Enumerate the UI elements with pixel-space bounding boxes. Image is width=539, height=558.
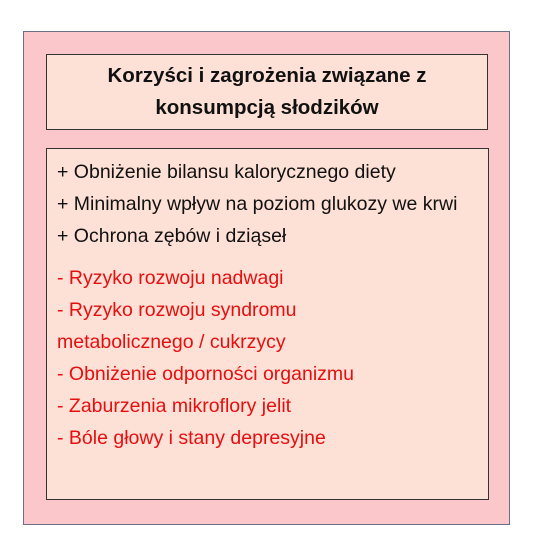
risk-item: - Ryzyko rozwoju nadwagi [57,267,284,289]
title-box [46,54,488,130]
benefit-item: + Minimalny wpływ na poziom glukozy we krwi [57,193,458,215]
risk-item: - Zaburzenia mikroflory jelit [57,395,292,417]
benefit-item: + Ochrona zębów i dziąseł [57,225,287,247]
benefit-item: + Obniżenie bilansu kalorycznego diety [57,161,396,183]
risk-item: - Bóle głowy i stany depresyjne [57,427,326,449]
risk-item: - Obniżenie odporności organizmu [57,363,354,385]
page-title: Korzyści i zagrożenia związane z konsumpcją słodzików [107,64,427,119]
section-gap [57,252,476,262]
content-box [46,148,489,500]
risk-item: - Ryzyko rozwoju syndromu metabolicznego / cukrzycy [57,299,297,353]
